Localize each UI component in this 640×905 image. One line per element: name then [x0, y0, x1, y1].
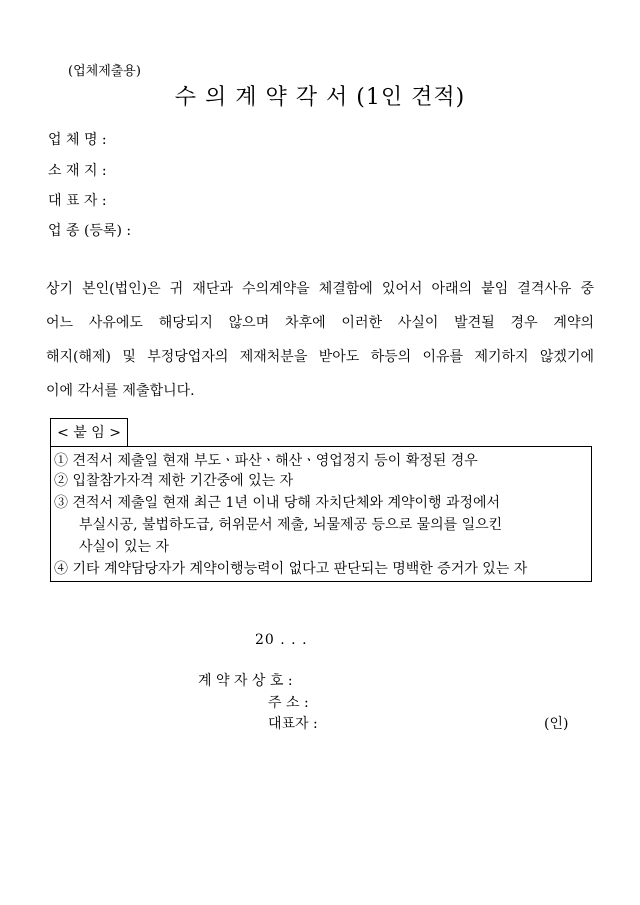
attachment-item: ① 견적서 제출일 현재 부도ㆍ파산ㆍ해산ㆍ영업정지 등이 확정된 경우 [54, 453, 478, 469]
statement-paragraph [46, 278, 594, 414]
field-company-name: 업 체 명 : [48, 132, 107, 148]
attachment-item: 사실이 있는 자 [79, 539, 170, 555]
signature-company-label: 계 약 자 상 호 : [198, 673, 293, 689]
attachment-heading: < 붙 임 > [50, 418, 128, 447]
attachment-item: ③ 견적서 제출일 현재 최근 1년 이내 당해 자치단체와 계약이행 과정에서 [54, 495, 501, 511]
field-representative: 대 표 자 : [48, 193, 107, 209]
sub-label: (업체제출용) [68, 64, 141, 79]
statement-line: 이에 각서를 제출합니다. [46, 383, 195, 399]
attachment-item: 부실시공, 불법하도급, 허위문서 제출, 뇌물제공 등으로 물의를 일으킨 [79, 517, 503, 533]
seal-mark: (인) [544, 716, 569, 732]
attachment-list [50, 446, 592, 582]
page-title: 수 의 계 약 각 서 (1인 견적) [174, 85, 466, 110]
signature-representative-label: 대표자 : [268, 716, 318, 732]
attachment-item: ④ 기타 계약담당자가 계약이행능력이 없다고 판단되는 명백한 증거가 있는 자 [54, 561, 528, 577]
field-business-type: 업 종 (등록) : [48, 223, 132, 239]
signature-address-label: 주 소 : [268, 695, 309, 711]
statement-line: 해지(해제) 및 부정당업자의 제재처분을 받아도 하등의 이유를 제기하지 않겠기에 [46, 349, 594, 365]
statement-line: 어느 사유에도 해당되지 않으며 차후에 이러한 사실이 발견될 경우 계약의 [46, 315, 594, 331]
statement-line: 상기 본인(법인)은 귀 재단과 수의계약을 체결함에 있어서 아래의 붙임 결격사유 중 [46, 281, 594, 297]
field-address: 소 재 지 : [48, 163, 107, 179]
attachment-item: ② 입찰참가자격 제한 기간중에 있는 자 [54, 473, 294, 489]
date-line: 20 . . . [255, 632, 308, 648]
attachment-box [50, 418, 592, 582]
